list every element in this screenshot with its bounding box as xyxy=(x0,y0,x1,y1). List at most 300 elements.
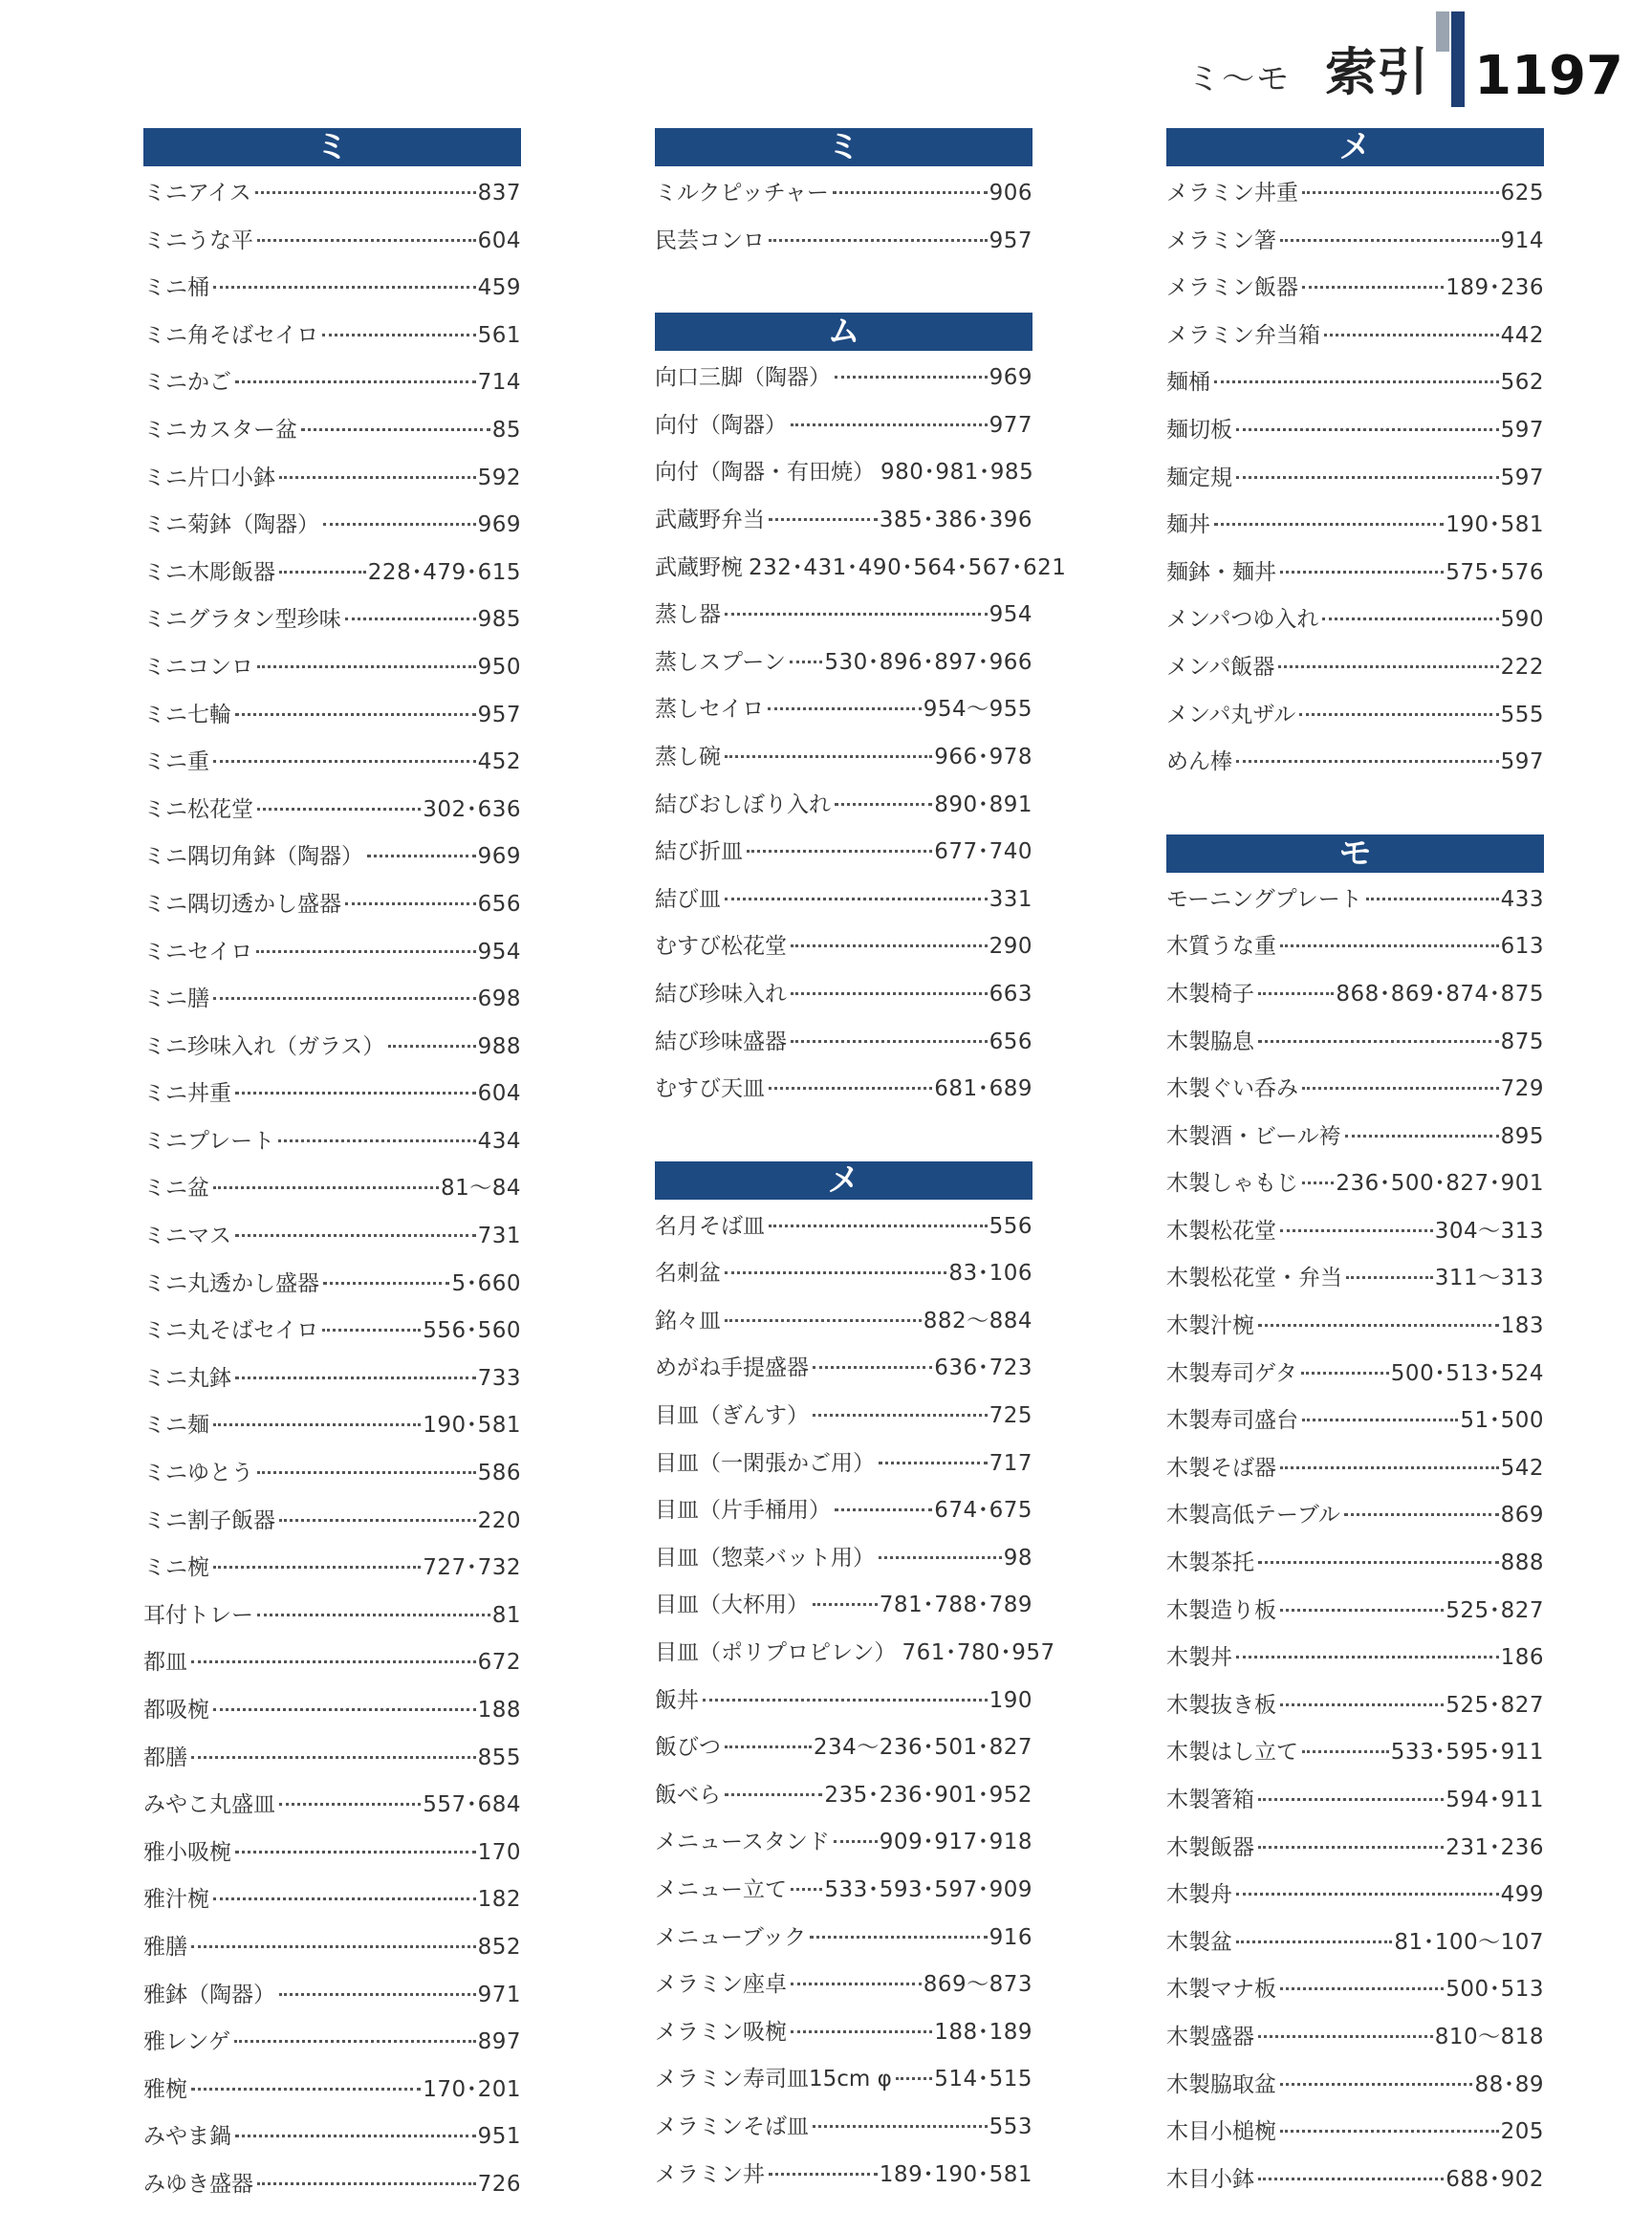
entry-pages: 613 xyxy=(1500,934,1544,960)
entry-term: ミニカスター盆 xyxy=(143,417,297,443)
entry-pages: 954～955 xyxy=(923,697,1032,723)
dot-leader xyxy=(725,1744,812,1748)
entry-term: ミニうな平 xyxy=(143,228,253,253)
dot-leader xyxy=(1280,1702,1444,1706)
entry-pages: 170･201 xyxy=(423,2076,521,2102)
entry-pages: 677･740 xyxy=(934,839,1032,865)
entry-pages: 190･581 xyxy=(423,1413,521,1439)
entry-pages: 81 xyxy=(491,1602,521,1628)
index-entry xyxy=(143,739,521,787)
dot-leader xyxy=(790,659,823,663)
entry-term: 向付（陶器・有田焼） xyxy=(655,460,875,486)
entry-term: 向付（陶器） xyxy=(655,412,787,438)
entry-term: 名月そば皿 xyxy=(655,1213,765,1239)
entry-pages: 951 xyxy=(477,2124,521,2150)
entry-pages: 575･576 xyxy=(1446,559,1544,585)
dot-leader xyxy=(725,1317,922,1322)
entry-pages: 869～873 xyxy=(923,1972,1032,1998)
dot-leader xyxy=(879,1460,988,1464)
entry-pages: 604 xyxy=(477,1081,521,1107)
dot-leader xyxy=(1258,990,1334,995)
entry-pages: 969 xyxy=(477,844,521,870)
dot-leader xyxy=(1258,1038,1499,1043)
entry-pages: 525･827 xyxy=(1446,1597,1544,1623)
entry-term: ミニ盆 xyxy=(143,1176,209,1202)
index-entry xyxy=(143,1545,521,1593)
section-gap xyxy=(655,1114,1032,1161)
index-entry xyxy=(1166,1825,1544,1873)
entry-term: 木製舟 xyxy=(1166,1882,1232,1908)
entry-pages: 232･431･490･564･567･621 xyxy=(749,554,1067,580)
index-entry xyxy=(655,686,1032,734)
entry-term: メンパ飯器 xyxy=(1166,654,1275,680)
entry-pages: 190 xyxy=(989,1687,1032,1713)
entry-term: 木製盆 xyxy=(1166,1929,1232,1955)
index-entry xyxy=(655,592,1032,640)
dot-leader xyxy=(1346,1274,1433,1279)
index-entry xyxy=(143,1735,521,1783)
index-entry xyxy=(143,1972,521,2020)
index-entry xyxy=(1166,1872,1544,1919)
dot-leader xyxy=(213,995,476,1000)
entry-pages: 190･581 xyxy=(1446,512,1544,538)
index-entry xyxy=(143,359,521,407)
index-entry xyxy=(655,2152,1032,2200)
entry-term: 民芸コンロ xyxy=(655,228,765,253)
dot-leader xyxy=(1366,896,1499,900)
entry-term: 蒸し碗 xyxy=(655,744,721,770)
index-entry xyxy=(143,218,521,266)
index-entry xyxy=(1166,596,1544,644)
entry-term: 銘々皿 xyxy=(655,1308,721,1333)
index-entry xyxy=(143,644,521,692)
entry-pages: 727･732 xyxy=(423,1555,521,1581)
entry-pages: 882～884 xyxy=(923,1308,1032,1333)
entry-term: 蒸しスプーン xyxy=(655,649,786,675)
entry-term: ミニ丸そばセイロ xyxy=(143,1318,319,1344)
entry-term: 木製盛器 xyxy=(1166,2024,1254,2049)
entry-pages: 182 xyxy=(477,1887,521,1913)
dot-leader xyxy=(235,1849,476,1854)
index-entry xyxy=(1166,1445,1544,1493)
dot-leader xyxy=(235,1375,476,1379)
index-entry xyxy=(1166,1682,1544,1730)
index-entry xyxy=(1166,502,1544,550)
dot-leader xyxy=(1258,1844,1444,1849)
entry-term: 目皿（惣菜バット用） xyxy=(655,1545,875,1571)
dot-leader xyxy=(257,1612,490,1616)
entry-term: 目皿（ポリプロピレン） xyxy=(655,1640,897,1666)
entry-term: 結び折皿 xyxy=(655,839,743,865)
entry-pages: 236･500･827･901 xyxy=(1336,1171,1544,1197)
entry-pages: 514･515 xyxy=(934,2067,1032,2092)
entry-pages: 555 xyxy=(1500,702,1544,727)
index-entry xyxy=(655,1066,1032,1114)
entry-pages: 81～84 xyxy=(440,1176,521,1202)
entry-term: 木質うな重 xyxy=(1166,934,1276,960)
dot-leader xyxy=(813,1412,988,1417)
index-entry xyxy=(143,2019,521,2067)
dot-leader xyxy=(367,853,476,857)
index-entry xyxy=(143,1213,521,1261)
entry-term: 木製ぐい呑み xyxy=(1166,1076,1298,1102)
entry-pages: 83･106 xyxy=(948,1261,1032,1287)
page-number: 1197 xyxy=(1474,45,1623,107)
index-entry xyxy=(1166,1351,1544,1398)
dot-leader xyxy=(1302,1417,1458,1421)
index-entry xyxy=(1166,1966,1544,2014)
entry-pages: 597 xyxy=(1500,465,1544,490)
index-entry xyxy=(1166,1492,1544,1540)
entry-term: 蒸しセイロ xyxy=(655,697,765,723)
entry-pages: 561 xyxy=(477,322,521,348)
entry-term: 木製茶托 xyxy=(1166,1550,1254,1576)
entry-pages: 189･190･581 xyxy=(879,2161,1032,2187)
dot-leader xyxy=(213,758,476,763)
entry-term: 雅鉢（陶器） xyxy=(143,1982,275,2007)
index-entry xyxy=(655,449,1032,497)
entry-pages: 81･100～107 xyxy=(1394,1929,1544,1955)
entry-pages: 725 xyxy=(989,1403,1032,1429)
index-entry xyxy=(143,1308,521,1355)
entry-term: 雅椀 xyxy=(143,2076,187,2102)
dot-leader xyxy=(810,1934,987,1939)
entry-pages: 916 xyxy=(989,1924,1032,1950)
dot-leader xyxy=(257,237,476,242)
index-entry xyxy=(143,2161,521,2209)
index-section xyxy=(655,1160,1055,2199)
entry-list xyxy=(655,1203,1055,2199)
dot-leader xyxy=(1280,2081,1472,2086)
index-entry xyxy=(655,170,1032,218)
index-entry xyxy=(143,1071,521,1118)
entry-term: 都吸椀 xyxy=(143,1698,209,1723)
index-entry xyxy=(1166,313,1544,360)
index-entry xyxy=(143,881,521,929)
entry-pages: 220 xyxy=(477,1507,521,1533)
entry-term: ミニ割子飯器 xyxy=(143,1507,275,1533)
entry-term: 飯丼 xyxy=(655,1687,699,1713)
index-entry xyxy=(655,1724,1032,1772)
dot-leader xyxy=(1236,1939,1392,1943)
dot-leader xyxy=(255,189,476,194)
index-entry xyxy=(1166,1540,1544,1588)
entry-term: みやこ丸盛皿 xyxy=(143,1792,275,1818)
index-entry xyxy=(143,1782,521,1830)
dot-leader xyxy=(191,1658,476,1663)
entry-pages: 189･236 xyxy=(1446,275,1544,301)
entry-term: 木製しゃもじ xyxy=(1166,1171,1298,1197)
dot-leader xyxy=(235,2133,476,2137)
entry-pages: 235･236･901･952 xyxy=(824,1782,1032,1808)
entry-pages: 656 xyxy=(477,891,521,917)
index-column-2 xyxy=(655,128,1067,2199)
index-entry xyxy=(1166,877,1544,924)
dot-leader xyxy=(768,705,921,710)
index-entry xyxy=(655,2009,1032,2057)
dot-leader xyxy=(791,2028,932,2033)
entry-pages: 733 xyxy=(477,1365,521,1391)
entry-term: 目皿（大杯用） xyxy=(655,1593,809,1618)
dot-leader xyxy=(725,611,988,616)
dot-leader xyxy=(1280,237,1499,242)
index-entry xyxy=(1166,1303,1544,1351)
entry-pages: 594･911 xyxy=(1446,1788,1544,1812)
entry-term: 木製高低テーブル xyxy=(1166,1503,1340,1528)
entry-term: ミニコンロ xyxy=(143,654,253,680)
dot-leader xyxy=(1258,2176,1444,2180)
entry-pages: 533･593･597･909 xyxy=(824,1877,1032,1902)
entry-term: メラミン座卓 xyxy=(655,1972,787,1998)
entry-term: ミニグラタン型珍味 xyxy=(143,607,341,633)
entry-pages: 875 xyxy=(1500,1029,1544,1054)
index-entry xyxy=(655,782,1032,830)
entry-term: ミニ松花堂 xyxy=(143,796,253,822)
dot-leader xyxy=(791,1981,922,1985)
entry-term: ミニ桶 xyxy=(143,275,209,301)
entry-pages: 88･89 xyxy=(1474,2071,1544,2097)
entry-pages: 188･189 xyxy=(934,2019,1032,2045)
entry-term: ミニマス xyxy=(143,1224,231,1249)
index-entry xyxy=(655,355,1032,402)
section-gap xyxy=(1166,787,1544,835)
entry-pages: 957 xyxy=(477,702,521,727)
entry-term: 雅レンゲ xyxy=(143,2029,230,2055)
entry-pages: 304～313 xyxy=(1434,1218,1544,1244)
entry-pages: 562 xyxy=(1500,370,1544,396)
index-entry xyxy=(1166,1919,1544,1967)
dot-leader xyxy=(279,1801,421,1806)
dot-leader xyxy=(835,374,988,379)
dot-leader xyxy=(835,1507,932,1511)
entry-term: 蒸し器 xyxy=(655,602,721,628)
entry-term: メニュースタンド xyxy=(655,1830,830,1855)
index-entry xyxy=(143,1498,521,1546)
entry-term: 麺定規 xyxy=(1166,465,1232,490)
entry-pages: 222 xyxy=(1500,654,1544,680)
index-entry xyxy=(655,545,1067,593)
dot-leader xyxy=(834,1838,878,1843)
entry-pages: 868･869･874･875 xyxy=(1336,981,1544,1007)
entry-pages: 950 xyxy=(477,654,521,680)
index-entry xyxy=(143,1450,521,1498)
dot-leader xyxy=(257,2180,476,2185)
dot-leader xyxy=(322,332,475,336)
index-entry xyxy=(143,976,521,1024)
index-entry xyxy=(143,1402,521,1450)
entry-term: ミニセイロ xyxy=(143,939,253,965)
entry-term: 麺鉢・麺丼 xyxy=(1166,559,1276,585)
index-entry xyxy=(143,550,521,597)
dot-leader xyxy=(323,1280,449,1285)
entry-pages: 586 xyxy=(477,1461,521,1486)
index-entry xyxy=(1166,2062,1544,2110)
entry-term: 都膳 xyxy=(143,1745,187,1770)
dot-leader xyxy=(769,237,988,242)
dot-leader xyxy=(322,1327,421,1332)
entry-term: 木製飯器 xyxy=(1166,1834,1254,1860)
entry-term: メラミン弁当箱 xyxy=(1166,322,1320,348)
dot-leader xyxy=(833,189,988,194)
entry-pages: 731 xyxy=(477,1224,521,1249)
index-entry xyxy=(1166,1777,1544,1825)
entry-pages: 810～818 xyxy=(1434,2024,1544,2049)
entry-term: メラミン丼重 xyxy=(1166,181,1298,206)
dot-leader xyxy=(1324,332,1499,336)
entry-term: メンパつゆ入れ xyxy=(1166,607,1319,633)
dot-leader xyxy=(813,1601,878,1606)
entry-pages: 888 xyxy=(1500,1550,1544,1576)
entry-term: ミニ片口小鉢 xyxy=(143,465,275,490)
entry-term: 木製造り板 xyxy=(1166,1597,1276,1623)
dot-leader xyxy=(257,663,476,668)
entry-pages: 434 xyxy=(477,1128,521,1154)
dot-leader xyxy=(213,1184,439,1189)
entry-term: 結び皿 xyxy=(655,886,721,912)
index-entry xyxy=(143,929,521,977)
entry-pages: 985 xyxy=(477,607,521,633)
entry-pages: 553 xyxy=(989,2114,1032,2139)
index-entry xyxy=(655,829,1032,877)
dot-leader xyxy=(1236,1654,1499,1658)
dot-leader xyxy=(1236,1891,1499,1896)
index-entry xyxy=(655,218,1032,266)
index-entry xyxy=(655,971,1032,1019)
dot-leader xyxy=(1302,1180,1334,1184)
index-section xyxy=(1166,835,1544,2204)
entry-term: 木製松花堂 xyxy=(1166,1218,1276,1244)
entry-term: 木製そば器 xyxy=(1166,1455,1276,1481)
entry-term: 麺丼 xyxy=(1166,512,1210,538)
entry-term: 目皿（片手桶用） xyxy=(655,1498,831,1524)
dot-leader xyxy=(301,426,490,431)
dot-leader xyxy=(725,1791,822,1796)
header-accent-bars xyxy=(1436,11,1465,107)
entry-pages: 590 xyxy=(1500,607,1544,633)
entry-pages: 698 xyxy=(477,986,521,1012)
dot-leader xyxy=(213,1896,476,1900)
entry-pages: 592 xyxy=(477,465,521,490)
index-entry xyxy=(655,734,1032,782)
entry-term: メンパ丸ザル xyxy=(1166,702,1296,727)
dot-leader xyxy=(1214,521,1444,526)
dot-leader xyxy=(1280,1985,1444,1990)
index-entry xyxy=(655,1345,1032,1393)
entry-pages: 914 xyxy=(1500,228,1544,253)
index-entry xyxy=(655,1915,1032,1962)
entry-pages: 385･386･396 xyxy=(879,507,1032,532)
entry-pages: 442 xyxy=(1500,322,1544,348)
entry-pages: 869 xyxy=(1500,1503,1544,1528)
index-entry xyxy=(1166,923,1544,971)
section-gap xyxy=(655,265,1032,313)
entry-pages: 597 xyxy=(1500,417,1544,443)
entry-pages: 672 xyxy=(477,1650,521,1676)
dot-leader xyxy=(1280,2128,1499,2133)
entry-pages: 855 xyxy=(477,1745,521,1770)
dot-leader xyxy=(1280,1227,1433,1232)
entry-term: 木製椅子 xyxy=(1166,981,1254,1007)
entry-list xyxy=(143,170,521,2209)
section-range: ミ～モ xyxy=(1187,60,1292,98)
section-heading: メ xyxy=(1166,128,1544,166)
entry-pages: 556 xyxy=(989,1213,1032,1239)
dot-leader xyxy=(769,1085,932,1090)
entry-term: 木製マナ板 xyxy=(1166,1977,1276,2003)
dot-leader xyxy=(725,1269,946,1274)
entry-list xyxy=(1166,877,1544,2204)
index-entry xyxy=(655,1250,1032,1298)
dot-leader xyxy=(1280,1464,1499,1469)
entry-pages: 663 xyxy=(989,981,1032,1007)
entry-pages: 969 xyxy=(477,512,521,538)
index-entry xyxy=(1166,1019,1544,1067)
entry-pages: 852 xyxy=(477,1934,521,1960)
dot-leader xyxy=(1322,616,1498,620)
entry-pages: 714 xyxy=(477,370,521,396)
entry-term: ミニ角そばセイロ xyxy=(143,322,319,348)
index-entry xyxy=(655,1582,1032,1630)
entry-pages: 906 xyxy=(989,181,1032,206)
dot-leader xyxy=(279,569,366,574)
entry-pages: 290 xyxy=(989,934,1032,960)
dot-leader xyxy=(725,753,932,758)
entry-pages: 452 xyxy=(477,749,521,775)
entry-term: 木製汁椀 xyxy=(1166,1313,1254,1339)
index-entry xyxy=(655,1441,1032,1488)
dot-leader xyxy=(1299,711,1498,716)
dot-leader xyxy=(1345,1133,1499,1138)
index-section xyxy=(143,128,521,2209)
dot-leader xyxy=(345,900,476,905)
entry-term: 木製丼 xyxy=(1166,1645,1232,1671)
dot-leader xyxy=(1258,2033,1433,2038)
dot-leader xyxy=(791,422,988,426)
entry-pages: 542 xyxy=(1500,1455,1544,1481)
section-heading: ム xyxy=(655,313,1032,351)
entry-list xyxy=(655,355,1067,1114)
index-entry xyxy=(143,1687,521,1735)
entry-term: 耳付トレー xyxy=(143,1602,253,1628)
accent-bar-dark xyxy=(1451,11,1465,107)
index-section xyxy=(655,128,1032,265)
entry-pages: 957 xyxy=(989,228,1032,253)
dot-leader xyxy=(769,2171,878,2176)
entry-pages: 98 xyxy=(1003,1545,1032,1571)
entry-term: 飯びつ xyxy=(655,1735,721,1761)
index-entry xyxy=(143,1024,521,1072)
dot-leader xyxy=(1258,1559,1499,1564)
index-entry xyxy=(1166,739,1544,787)
dot-leader xyxy=(1344,1511,1499,1516)
entry-term: ミニかご xyxy=(143,370,231,396)
dot-leader xyxy=(256,948,475,953)
index-entry xyxy=(1166,1398,1544,1445)
dot-leader xyxy=(791,943,988,947)
index-entry xyxy=(143,265,521,313)
index-entry xyxy=(655,1535,1032,1583)
dot-leader xyxy=(1258,1322,1499,1327)
index-entry xyxy=(655,640,1032,687)
entry-pages: 533･595･911 xyxy=(1390,1740,1544,1766)
entry-term: メラミン箸 xyxy=(1166,228,1276,253)
entry-pages: 895 xyxy=(1500,1123,1544,1149)
dot-leader xyxy=(791,1886,822,1891)
index-entry xyxy=(655,923,1032,971)
entry-term: ミニ菊鉢（陶器） xyxy=(143,512,319,538)
index-entry xyxy=(1166,407,1544,455)
index-section xyxy=(1166,128,1544,787)
